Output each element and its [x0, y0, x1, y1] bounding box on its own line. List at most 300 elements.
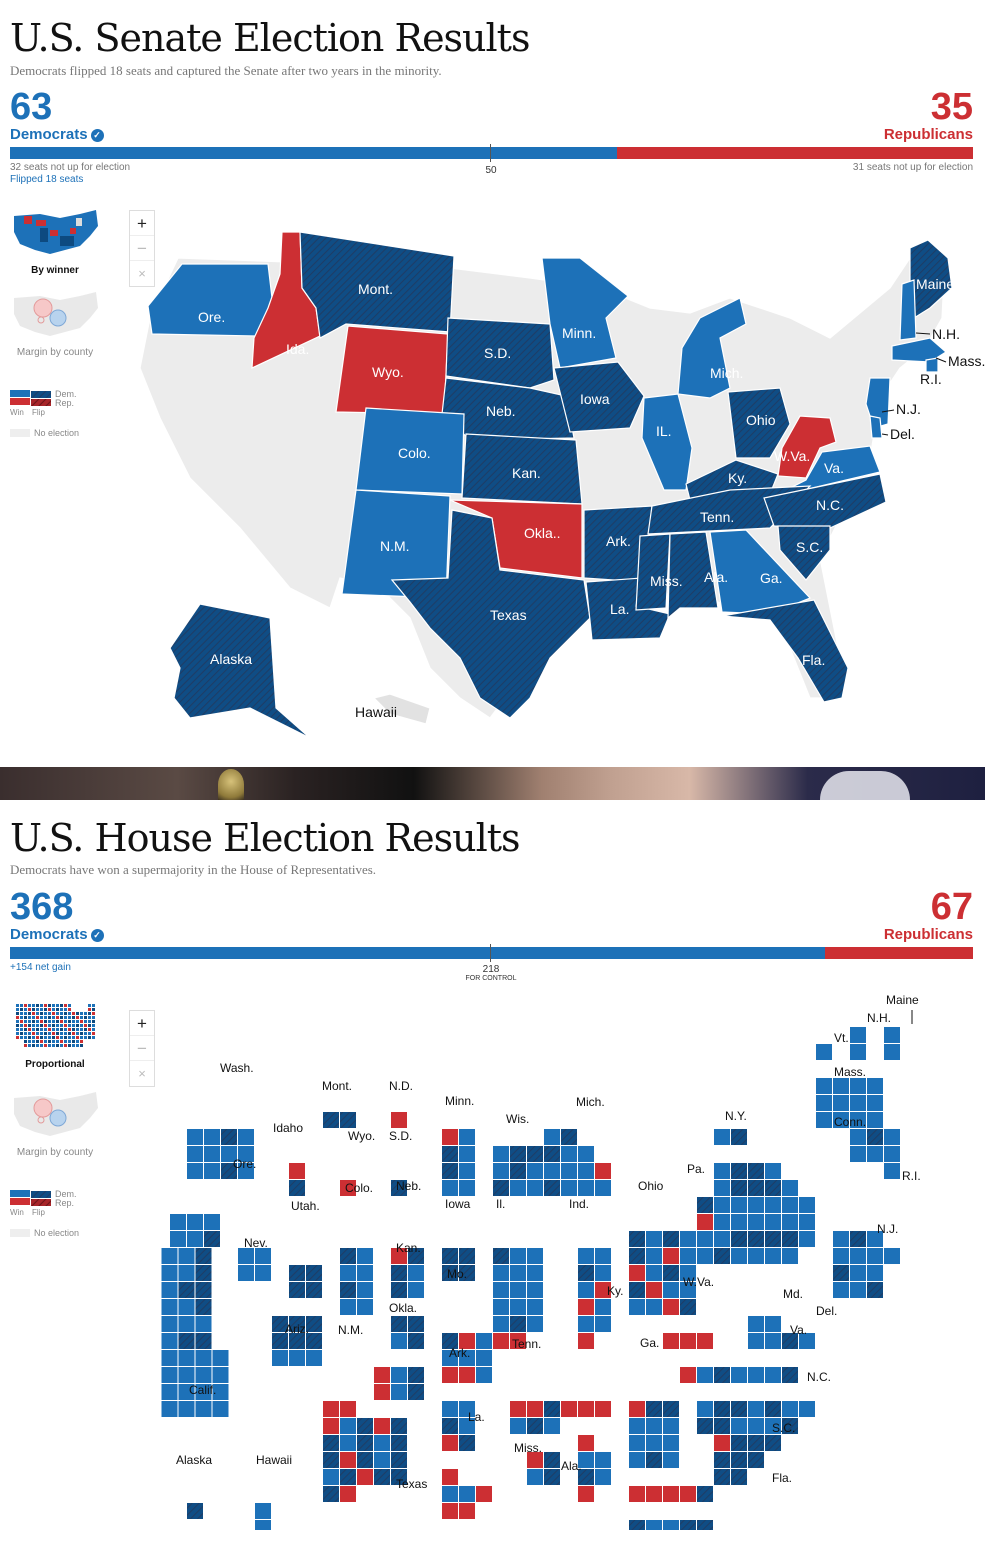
district-tile[interactable]: [289, 1282, 305, 1298]
district-tile[interactable]: [833, 1265, 849, 1281]
district-tile[interactable]: [357, 1282, 373, 1298]
district-tile[interactable]: [765, 1316, 781, 1332]
district-tile[interactable]: [714, 1418, 730, 1434]
district-tile[interactable]: [731, 1231, 747, 1247]
zoom-in-button[interactable]: +: [130, 1011, 154, 1036]
district-tile[interactable]: [510, 1401, 526, 1417]
district-tile[interactable]: [162, 1367, 178, 1383]
district-tile[interactable]: [663, 1486, 679, 1502]
district-tile[interactable]: [340, 1265, 356, 1281]
district-tile[interactable]: [442, 1367, 458, 1383]
district-tile[interactable]: [374, 1452, 390, 1468]
district-tile[interactable]: [196, 1282, 212, 1298]
district-tile[interactable]: [595, 1469, 611, 1485]
district-tile[interactable]: [697, 1197, 713, 1213]
district-tile[interactable]: [867, 1146, 883, 1162]
district-tile[interactable]: [340, 1248, 356, 1264]
state-alaska[interactable]: [170, 604, 310, 738]
district-tile[interactable]: [884, 1248, 900, 1264]
district-tile[interactable]: [442, 1469, 458, 1485]
district-tile[interactable]: [170, 1231, 186, 1247]
district-tile[interactable]: [374, 1367, 390, 1383]
district-tile[interactable]: [697, 1520, 713, 1530]
district-tile[interactable]: [323, 1112, 339, 1128]
district-tile[interactable]: [680, 1333, 696, 1349]
district-tile[interactable]: [510, 1180, 526, 1196]
district-tile[interactable]: [162, 1350, 178, 1366]
district-tile[interactable]: [646, 1520, 662, 1530]
district-tile[interactable]: [442, 1248, 458, 1264]
district-tile[interactable]: [340, 1486, 356, 1502]
district-tile[interactable]: [357, 1299, 373, 1315]
district-tile[interactable]: [578, 1299, 594, 1315]
district-tile[interactable]: [374, 1384, 390, 1400]
district-tile[interactable]: [340, 1282, 356, 1298]
district-tile[interactable]: [391, 1452, 407, 1468]
district-tile[interactable]: [663, 1265, 679, 1281]
district-tile[interactable]: [493, 1316, 509, 1332]
by-winner-toggle[interactable]: [10, 206, 100, 276]
district-tile[interactable]: [162, 1248, 178, 1264]
district-tile[interactable]: [850, 1027, 866, 1043]
district-tile[interactable]: [714, 1248, 730, 1264]
district-tile[interactable]: [782, 1214, 798, 1230]
district-tile[interactable]: [374, 1469, 390, 1485]
district-tile[interactable]: [697, 1248, 713, 1264]
district-tile[interactable]: [629, 1265, 645, 1281]
district-tile[interactable]: [196, 1367, 212, 1383]
district-tile[interactable]: [459, 1163, 475, 1179]
district-tile[interactable]: [629, 1282, 645, 1298]
district-tile[interactable]: [765, 1163, 781, 1179]
zoom-out-button[interactable]: −: [130, 236, 154, 261]
district-tile[interactable]: [476, 1350, 492, 1366]
district-tile[interactable]: [213, 1367, 229, 1383]
district-tile[interactable]: [629, 1248, 645, 1264]
district-tile[interactable]: [799, 1214, 815, 1230]
district-tile[interactable]: [459, 1435, 475, 1451]
district-tile[interactable]: [187, 1503, 203, 1519]
district-tile[interactable]: [179, 1282, 195, 1298]
district-tile[interactable]: [187, 1214, 203, 1230]
district-tile[interactable]: [748, 1401, 764, 1417]
district-tile[interactable]: [340, 1112, 356, 1128]
district-tile[interactable]: [289, 1350, 305, 1366]
district-tile[interactable]: [646, 1418, 662, 1434]
district-tile[interactable]: [442, 1435, 458, 1451]
district-tile[interactable]: [714, 1163, 730, 1179]
proportional-toggle[interactable]: [10, 1000, 100, 1070]
district-tile[interactable]: [816, 1078, 832, 1094]
district-tile[interactable]: [731, 1248, 747, 1264]
district-tile[interactable]: [196, 1401, 212, 1417]
district-tile[interactable]: [459, 1367, 475, 1383]
district-tile[interactable]: [697, 1486, 713, 1502]
district-tile[interactable]: [493, 1180, 509, 1196]
district-tile[interactable]: [646, 1401, 662, 1417]
district-tile[interactable]: [493, 1163, 509, 1179]
district-tile[interactable]: [578, 1180, 594, 1196]
district-tile[interactable]: [816, 1044, 832, 1060]
district-tile[interactable]: [629, 1418, 645, 1434]
district-tile[interactable]: [680, 1231, 696, 1247]
district-tile[interactable]: [162, 1333, 178, 1349]
district-tile[interactable]: [867, 1265, 883, 1281]
state-ore[interactable]: [148, 264, 272, 336]
district-tile[interactable]: [527, 1316, 543, 1332]
district-tile[interactable]: [765, 1367, 781, 1383]
district-tile[interactable]: [527, 1282, 543, 1298]
district-tile[interactable]: [544, 1180, 560, 1196]
district-tile[interactable]: [646, 1486, 662, 1502]
district-tile[interactable]: [748, 1248, 764, 1264]
district-tile[interactable]: [629, 1486, 645, 1502]
district-tile[interactable]: [391, 1112, 407, 1128]
district-tile[interactable]: [629, 1435, 645, 1451]
district-tile[interactable]: [867, 1078, 883, 1094]
district-tile[interactable]: [595, 1163, 611, 1179]
district-tile[interactable]: [323, 1418, 339, 1434]
district-tile[interactable]: [748, 1214, 764, 1230]
district-tile[interactable]: [238, 1129, 254, 1145]
district-tile[interactable]: [527, 1180, 543, 1196]
district-tile[interactable]: [748, 1163, 764, 1179]
district-tile[interactable]: [697, 1418, 713, 1434]
district-tile[interactable]: [850, 1282, 866, 1298]
district-tile[interactable]: [714, 1231, 730, 1247]
district-tile[interactable]: [578, 1265, 594, 1281]
district-tile[interactable]: [867, 1112, 883, 1128]
district-tile[interactable]: [629, 1299, 645, 1315]
district-tile[interactable]: [323, 1401, 339, 1417]
district-tile[interactable]: [272, 1350, 288, 1366]
district-tile[interactable]: [561, 1163, 577, 1179]
district-tile[interactable]: [391, 1418, 407, 1434]
district-tile[interactable]: [697, 1401, 713, 1417]
district-tile[interactable]: [782, 1401, 798, 1417]
district-tile[interactable]: [663, 1452, 679, 1468]
district-tile[interactable]: [714, 1367, 730, 1383]
district-tile[interactable]: [493, 1333, 509, 1349]
district-tile[interactable]: [408, 1367, 424, 1383]
district-tile[interactable]: [357, 1469, 373, 1485]
district-tile[interactable]: [544, 1163, 560, 1179]
state-nh[interactable]: [900, 280, 916, 340]
district-tile[interactable]: [595, 1316, 611, 1332]
district-tile[interactable]: [850, 1265, 866, 1281]
district-tile[interactable]: [561, 1180, 577, 1196]
district-tile[interactable]: [527, 1163, 543, 1179]
district-tile[interactable]: [714, 1197, 730, 1213]
district-tile[interactable]: [595, 1180, 611, 1196]
district-tile[interactable]: [459, 1248, 475, 1264]
district-tile[interactable]: [510, 1282, 526, 1298]
district-tile[interactable]: [850, 1129, 866, 1145]
district-tile[interactable]: [544, 1129, 560, 1145]
district-tile[interactable]: [442, 1503, 458, 1519]
district-tile[interactable]: [374, 1418, 390, 1434]
district-tile[interactable]: [697, 1333, 713, 1349]
district-tile[interactable]: [578, 1333, 594, 1349]
district-tile[interactable]: [374, 1435, 390, 1451]
district-tile[interactable]: [510, 1248, 526, 1264]
district-tile[interactable]: [578, 1435, 594, 1451]
district-tile[interactable]: [204, 1214, 220, 1230]
district-tile[interactable]: [731, 1197, 747, 1213]
district-tile[interactable]: [179, 1248, 195, 1264]
district-tile[interactable]: [510, 1418, 526, 1434]
district-tile[interactable]: [663, 1418, 679, 1434]
district-tile[interactable]: [782, 1197, 798, 1213]
district-tile[interactable]: [748, 1231, 764, 1247]
district-tile[interactable]: [782, 1248, 798, 1264]
district-tile[interactable]: [595, 1299, 611, 1315]
district-tile[interactable]: [196, 1265, 212, 1281]
district-tile[interactable]: [731, 1452, 747, 1468]
district-tile[interactable]: [162, 1384, 178, 1400]
district-tile[interactable]: [578, 1146, 594, 1162]
district-tile[interactable]: [340, 1469, 356, 1485]
district-tile[interactable]: [187, 1129, 203, 1145]
district-tile[interactable]: [561, 1401, 577, 1417]
district-tile[interactable]: [493, 1299, 509, 1315]
district-tile[interactable]: [459, 1486, 475, 1502]
district-tile[interactable]: [833, 1248, 849, 1264]
district-tile[interactable]: [187, 1146, 203, 1162]
district-tile[interactable]: [357, 1452, 373, 1468]
district-tile[interactable]: [442, 1418, 458, 1434]
district-tile[interactable]: [833, 1282, 849, 1298]
district-tile[interactable]: [850, 1248, 866, 1264]
district-tile[interactable]: [196, 1316, 212, 1332]
district-tile[interactable]: [714, 1401, 730, 1417]
district-tile[interactable]: [782, 1231, 798, 1247]
district-tile[interactable]: [213, 1401, 229, 1417]
district-tile[interactable]: [179, 1265, 195, 1281]
district-tile[interactable]: [408, 1282, 424, 1298]
district-tile[interactable]: [731, 1129, 747, 1145]
district-tile[interactable]: [289, 1180, 305, 1196]
district-tile[interactable]: [731, 1163, 747, 1179]
district-tile[interactable]: [162, 1299, 178, 1315]
district-tile[interactable]: [578, 1401, 594, 1417]
district-tile[interactable]: [595, 1248, 611, 1264]
district-tile[interactable]: [748, 1435, 764, 1451]
district-tile[interactable]: [510, 1163, 526, 1179]
district-tile[interactable]: [323, 1469, 339, 1485]
district-tile[interactable]: [408, 1384, 424, 1400]
district-tile[interactable]: [476, 1486, 492, 1502]
district-tile[interactable]: [578, 1316, 594, 1332]
district-tile[interactable]: [442, 1163, 458, 1179]
district-tile[interactable]: [595, 1265, 611, 1281]
district-tile[interactable]: [204, 1129, 220, 1145]
district-tile[interactable]: [680, 1248, 696, 1264]
district-tile[interactable]: [765, 1214, 781, 1230]
district-tile[interactable]: [510, 1299, 526, 1315]
district-tile[interactable]: [799, 1401, 815, 1417]
district-tile[interactable]: [340, 1401, 356, 1417]
district-tile[interactable]: [306, 1265, 322, 1281]
district-tile[interactable]: [867, 1282, 883, 1298]
district-tile[interactable]: [833, 1095, 849, 1111]
district-tile[interactable]: [629, 1452, 645, 1468]
district-tile[interactable]: [714, 1452, 730, 1468]
district-tile[interactable]: [255, 1520, 271, 1530]
district-tile[interactable]: [213, 1350, 229, 1366]
district-tile[interactable]: [731, 1418, 747, 1434]
district-tile[interactable]: [629, 1231, 645, 1247]
district-tile[interactable]: [391, 1316, 407, 1332]
district-tile[interactable]: [867, 1248, 883, 1264]
district-tile[interactable]: [867, 1095, 883, 1111]
district-tile[interactable]: [595, 1452, 611, 1468]
district-tile[interactable]: [629, 1401, 645, 1417]
district-tile[interactable]: [391, 1333, 407, 1349]
house-margin-toggle[interactable]: [10, 1088, 100, 1158]
district-tile[interactable]: [442, 1401, 458, 1417]
district-tile[interactable]: [221, 1129, 237, 1145]
district-tile[interactable]: [510, 1316, 526, 1332]
zoom-in-button[interactable]: +: [130, 211, 154, 236]
district-tile[interactable]: [629, 1520, 645, 1530]
district-tile[interactable]: [408, 1316, 424, 1332]
district-tile[interactable]: [323, 1486, 339, 1502]
district-tile[interactable]: [765, 1197, 781, 1213]
district-tile[interactable]: [510, 1265, 526, 1281]
district-tile[interactable]: [323, 1435, 339, 1451]
district-tile[interactable]: [850, 1231, 866, 1247]
district-tile[interactable]: [816, 1112, 832, 1128]
district-tile[interactable]: [255, 1503, 271, 1519]
district-tile[interactable]: [663, 1248, 679, 1264]
district-tile[interactable]: [578, 1282, 594, 1298]
district-tile[interactable]: [179, 1401, 195, 1417]
district-tile[interactable]: [527, 1418, 543, 1434]
district-tile[interactable]: [204, 1163, 220, 1179]
district-tile[interactable]: [680, 1299, 696, 1315]
district-tile[interactable]: [179, 1367, 195, 1383]
district-tile[interactable]: [850, 1146, 866, 1162]
district-tile[interactable]: [663, 1231, 679, 1247]
district-tile[interactable]: [663, 1520, 679, 1530]
district-tile[interactable]: [646, 1248, 662, 1264]
reset-zoom-button[interactable]: ×: [138, 1066, 146, 1081]
district-tile[interactable]: [731, 1435, 747, 1451]
district-tile[interactable]: [357, 1418, 373, 1434]
district-tile[interactable]: [196, 1299, 212, 1315]
zoom-out-button[interactable]: −: [130, 1036, 154, 1061]
district-tile[interactable]: [255, 1265, 271, 1281]
district-tile[interactable]: [765, 1231, 781, 1247]
district-tile[interactable]: [748, 1367, 764, 1383]
district-tile[interactable]: [799, 1197, 815, 1213]
district-tile[interactable]: [408, 1265, 424, 1281]
district-tile[interactable]: [646, 1299, 662, 1315]
district-tile[interactable]: [179, 1299, 195, 1315]
district-tile[interactable]: [442, 1180, 458, 1196]
district-tile[interactable]: [238, 1265, 254, 1281]
district-tile[interactable]: [340, 1299, 356, 1315]
district-tile[interactable]: [714, 1469, 730, 1485]
district-tile[interactable]: [816, 1095, 832, 1111]
district-tile[interactable]: [731, 1469, 747, 1485]
district-tile[interactable]: [646, 1435, 662, 1451]
district-tile[interactable]: [765, 1333, 781, 1349]
district-tile[interactable]: [442, 1146, 458, 1162]
district-tile[interactable]: [663, 1333, 679, 1349]
district-tile[interactable]: [680, 1520, 696, 1530]
district-tile[interactable]: [391, 1282, 407, 1298]
district-tile[interactable]: [391, 1435, 407, 1451]
district-tile[interactable]: [680, 1367, 696, 1383]
district-tile[interactable]: [765, 1435, 781, 1451]
district-tile[interactable]: [748, 1418, 764, 1434]
district-tile[interactable]: [459, 1180, 475, 1196]
district-tile[interactable]: [187, 1231, 203, 1247]
district-tile[interactable]: [442, 1486, 458, 1502]
district-tile[interactable]: [179, 1333, 195, 1349]
district-tile[interactable]: [493, 1282, 509, 1298]
state-ri[interactable]: [926, 358, 938, 372]
district-tile[interactable]: [408, 1333, 424, 1349]
district-tile[interactable]: [867, 1129, 883, 1145]
district-tile[interactable]: [289, 1163, 305, 1179]
district-tile[interactable]: [731, 1401, 747, 1417]
district-tile[interactable]: [357, 1435, 373, 1451]
district-tile[interactable]: [578, 1163, 594, 1179]
district-tile[interactable]: [850, 1044, 866, 1060]
district-tile[interactable]: [289, 1265, 305, 1281]
district-tile[interactable]: [884, 1163, 900, 1179]
district-tile[interactable]: [459, 1146, 475, 1162]
district-tile[interactable]: [476, 1333, 492, 1349]
district-tile[interactable]: [255, 1248, 271, 1264]
district-tile[interactable]: [527, 1146, 543, 1162]
district-tile[interactable]: [578, 1486, 594, 1502]
district-tile[interactable]: [697, 1231, 713, 1247]
district-tile[interactable]: [170, 1214, 186, 1230]
district-tile[interactable]: [391, 1384, 407, 1400]
district-tile[interactable]: [527, 1248, 543, 1264]
district-tile[interactable]: [646, 1265, 662, 1281]
district-tile[interactable]: [527, 1265, 543, 1281]
district-tile[interactable]: [187, 1163, 203, 1179]
district-tile[interactable]: [578, 1248, 594, 1264]
state-del[interactable]: [870, 416, 882, 438]
district-tile[interactable]: [544, 1452, 560, 1468]
district-tile[interactable]: [493, 1265, 509, 1281]
district-tile[interactable]: [731, 1180, 747, 1196]
district-tile[interactable]: [340, 1435, 356, 1451]
district-tile[interactable]: [476, 1367, 492, 1383]
district-tile[interactable]: [799, 1231, 815, 1247]
district-tile[interactable]: [595, 1401, 611, 1417]
district-tile[interactable]: [833, 1078, 849, 1094]
district-tile[interactable]: [493, 1248, 509, 1264]
district-tile[interactable]: [748, 1197, 764, 1213]
district-tile[interactable]: [544, 1469, 560, 1485]
district-tile[interactable]: [748, 1180, 764, 1196]
district-tile[interactable]: [162, 1316, 178, 1332]
district-tile[interactable]: [663, 1282, 679, 1298]
district-tile[interactable]: [196, 1333, 212, 1349]
district-tile[interactable]: [663, 1435, 679, 1451]
district-tile[interactable]: [884, 1044, 900, 1060]
district-tile[interactable]: [731, 1367, 747, 1383]
district-tile[interactable]: [340, 1418, 356, 1434]
district-tile[interactable]: [884, 1129, 900, 1145]
